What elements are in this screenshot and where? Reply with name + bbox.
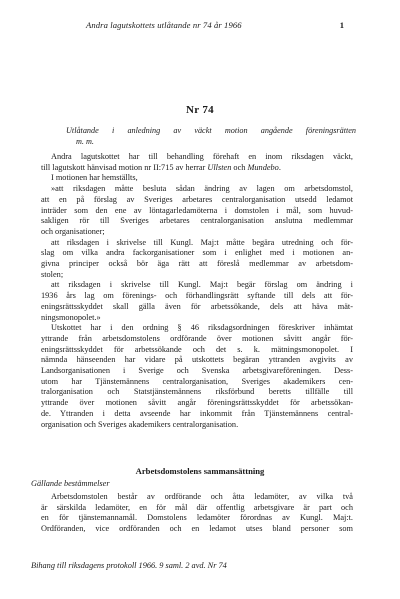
text-fragment: till lagutskott hänvisad motion nr II:715 av herrar <box>41 162 208 172</box>
text-fragment: . <box>278 162 281 172</box>
text-line: ningsmonopolet.» <box>41 312 101 322</box>
text-line: slag om vilka andra fackorganisationer som i enlighet med i motionen an- <box>41 248 353 258</box>
text-line: tralorganisation och Statstjänstemännens riksförbund beretts tillfälle till <box>41 387 353 397</box>
text-line: Andra lagutskottet har till behandling förehaft en inom riksdagen väckt, <box>51 152 353 161</box>
page-number: 1 <box>339 20 344 30</box>
text-line: är särskilda ledamöter, en för mål där offentlig arbetsgivare är part och <box>41 502 353 512</box>
text-line: stolen; <box>41 269 64 279</box>
document-subtitle <box>66 125 356 147</box>
paragraph <box>31 152 353 173</box>
text-line: I motionen har hemställts, <box>51 173 138 183</box>
text-line: en för tjänstemannamål. Domstolens ledamöter förordnas av Kungl. Maj:t. <box>41 513 353 523</box>
text-fragment: och <box>231 162 248 172</box>
text-line: Utskottet har i den ordning § 46 riksdagsordningen föreskriver inhämtat <box>51 323 353 333</box>
text-line: utom har Tjänstemännens centralorganisation, Sveriges akademikers cen- <box>41 376 353 386</box>
document-number: Nr 74 <box>186 104 214 116</box>
body-text <box>31 152 353 430</box>
text-line: att en på förslag av Sveriges arbetares centralorganisation utsedd ledamot <box>41 194 353 204</box>
text-line: »att riksdagen måtte besluta sådan ändring av lagen om arbetsdomstol, <box>51 184 353 194</box>
text-line: yttrande från arbetsdomstolens ordförande över motionen såvitt angår för- <box>41 333 353 343</box>
subtitle-line: Utlåtande i anledning av väckt motion angående föreningsrätten <box>66 126 356 135</box>
text-line: sakligen rör till Sveriges arbetares centralorganisation anslutna medlemmar <box>41 216 353 226</box>
text-line: 1936 års lag om förenings- och förhandlingsrätt syftande till dels att för- <box>41 291 353 301</box>
text-line: att riksdagen i skrivelse till Kungl. Maj:t måtte begära utredning och för- <box>51 237 353 247</box>
section-heading: Arbetsdomstolens sammansättning <box>135 466 265 476</box>
text-line: och organisationer; <box>41 226 105 236</box>
author-name: Mundebo <box>247 162 279 172</box>
page-footer: Bihang till riksdagens protokoll 1966. 9 saml. 2 avd. Nr 74 <box>31 561 227 570</box>
paragraph <box>31 238 353 281</box>
text-line: yttrande över motionen såvitt angår föreningsrättsskyddet för arbetssökan- <box>41 398 353 408</box>
text-line: Arbetsdomstolen består av ordförande och åtta ledamöter, av vilka två <box>51 492 353 501</box>
text-line: nämnda hänseenden har vidare på utskottets begäran yttranden avgivits av <box>41 355 353 365</box>
author-name: Ullsten <box>207 162 232 172</box>
text-line: inträder som den ene av löntagarledamöterna i domstolen i mål, som huvud- <box>41 205 353 215</box>
text-line: givna principer också bör äga rätt att föreslå medlemmar av arbetsdom- <box>41 259 353 269</box>
text-line: att riksdagen i skrivelse till Kungl. Maj:t begär förslag om ändring i <box>51 280 353 290</box>
paragraph <box>31 280 353 323</box>
text-line: de. Yttranden i detta avseende har inkommit från Tjänstemännens central- <box>41 408 353 418</box>
text-line: eningsrättsskyddet för arbetssökande och det s. k. mätningsmonopolet. I <box>41 344 353 354</box>
text-line: organisation och Sveriges akademikers centralorganisation. <box>41 419 239 429</box>
section-body-text <box>31 492 353 535</box>
text-line <box>31 163 353 174</box>
running-header-title: Andra lagutskottets utlåtande nr 74 år 1966 <box>86 20 242 30</box>
text-line: Ordföranden, vice ordföranden och en ledamot utses bland personer som <box>41 524 353 534</box>
paragraph <box>31 323 353 430</box>
subsection-heading: Gällande bestämmelser <box>31 479 110 488</box>
paragraph <box>31 173 353 184</box>
text-line: eningsrättsskyddet skall gälla även för arbetssökande, dels att häva mät- <box>41 301 353 311</box>
paragraph <box>31 492 353 535</box>
quoted-motion <box>31 184 353 238</box>
text-line: Landsorganisationen i Sverige och Svenska arbetsgivareföreningen. Dess- <box>41 366 353 376</box>
subtitle-line: m. m. <box>76 137 94 146</box>
